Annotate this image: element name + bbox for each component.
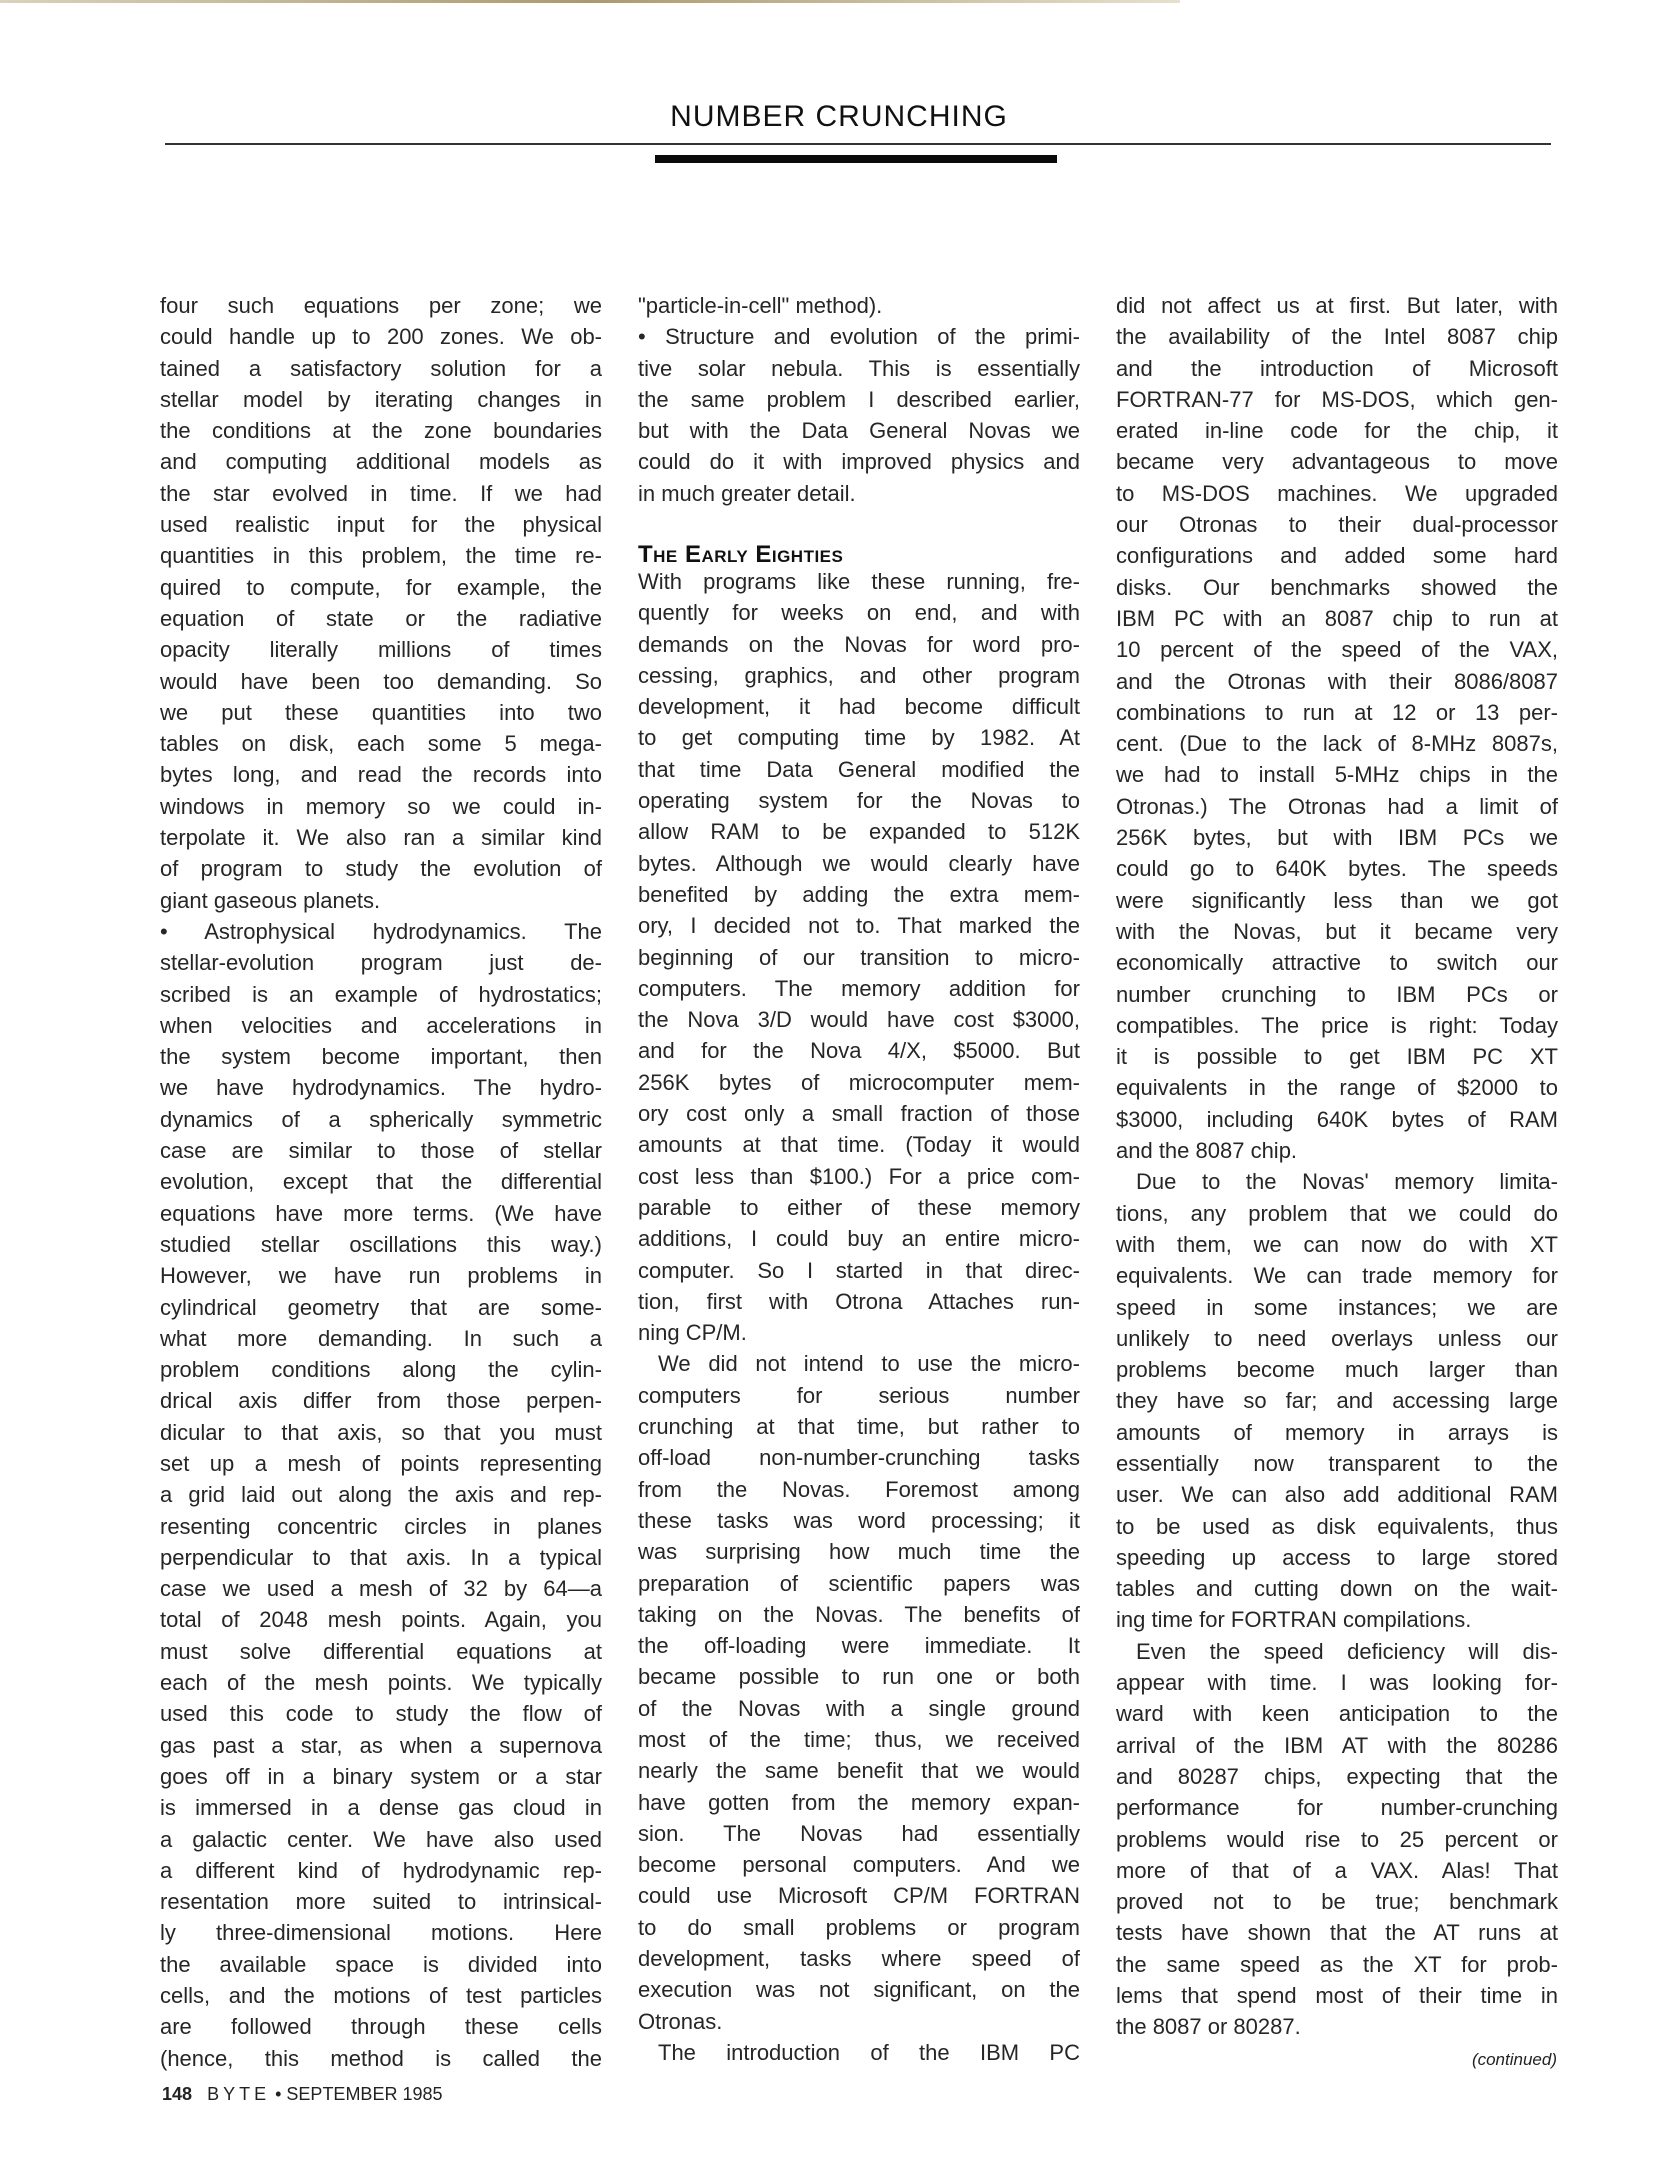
text-line: stellar-evolution program just de- <box>160 950 602 976</box>
text-line: we had to install 5-MHz chips in the <box>1116 762 1558 788</box>
text-line: amounts of memory in arrays is <box>1116 1419 1558 1445</box>
text-line: problem conditions along the cylin- <box>160 1357 602 1383</box>
text-line: and computing additional models as <box>160 449 602 475</box>
text-line: could handle up to 200 zones. We ob- <box>160 324 602 350</box>
text-line: when velocities and accelerations in <box>160 1012 602 1038</box>
text-line: stellar model by iterating changes in <box>160 386 602 412</box>
continued-label: (continued) <box>1471 2050 1557 2069</box>
text-line: computer. So I started in that direc- <box>638 1257 1080 1283</box>
text-line: speeding up access to large stored <box>1116 1544 1558 1570</box>
text-line: essentially now transparent to the <box>1116 1450 1558 1476</box>
text-line: cost less than $100.) For a price com- <box>638 1163 1080 1189</box>
text-line: taking on the Novas. The benefits of <box>638 1601 1080 1627</box>
text-line: four such equations per zone; we <box>160 293 602 318</box>
paragraph <box>638 2037 1080 2068</box>
text-line: compatibles. The price is right: Today <box>1116 1012 1558 1038</box>
column-3 <box>1116 290 1558 2043</box>
text-line: drical axis differ from those perpen- <box>160 1388 602 1414</box>
text-line: ory, I decided not to. That marked the <box>638 913 1080 939</box>
text-line: case are similar to those of stellar <box>160 1138 602 1164</box>
text-line: additions, I could buy an entire micro- <box>638 1226 1080 1252</box>
text-line: are followed through these cells <box>160 2014 602 2040</box>
text-line: we have hydrodynamics. The hydro- <box>160 1075 602 1101</box>
text-line: the off-loading were immediate. It <box>638 1633 1080 1659</box>
text-line: erated in-line code for the chip, it <box>1116 418 1558 444</box>
text-line: number crunching to IBM PCs or <box>1116 981 1558 1007</box>
text-line: to do small problems or program <box>638 1914 1080 1940</box>
text-line: configurations and added some hard <box>1116 543 1558 569</box>
text-line: opacity literally millions of times <box>160 637 602 663</box>
text-line: ly three-dimensional motions. Here <box>160 1920 602 1946</box>
text-line: the availability of the Intel 8087 chip <box>1116 324 1558 350</box>
text-line: cessing, graphics, and other program <box>638 662 1080 688</box>
text-line: Otronas. <box>638 2008 723 2034</box>
text-line: and 80287 chips, expecting that the <box>1116 1763 1558 1789</box>
text-line: each of the mesh points. We typically <box>160 1670 602 1696</box>
text-line: tained a satisfactory solution for a <box>160 355 602 381</box>
text-line: sion. The Novas had essentially <box>638 1820 1080 1846</box>
text-line: resenting concentric circles in planes <box>160 1513 602 1539</box>
text-line: We did not intend to use the micro- <box>658 1351 1080 1377</box>
text-line: became very advantageous to move <box>1116 449 1558 475</box>
text-line: performance for number-crunching <box>1116 1795 1558 1821</box>
page-footer <box>162 2084 443 2105</box>
text-line: tests have shown that the AT runs at <box>1116 1920 1558 1946</box>
text-line: the 8087 or 80287. <box>1116 2014 1301 2040</box>
text-line: that time Data General modified the <box>638 756 1080 782</box>
text-line: • Astrophysical hydrodynamics. The <box>160 918 602 944</box>
text-line: could use Microsoft CP/M FORTRAN <box>638 1883 1080 1909</box>
text-line: used this code to study the flow of <box>160 1701 602 1727</box>
text-line: the available space is divided into <box>160 1951 602 1977</box>
paragraph <box>638 321 1080 509</box>
text-line: Even the speed deficiency will dis- <box>1136 1638 1558 1664</box>
text-line: quantities in this problem, the time re- <box>160 543 602 569</box>
text-line: Due to the Novas' memory limita- <box>1136 1169 1558 1195</box>
text-line: execution was not significant, on the <box>638 1977 1080 2003</box>
column-1-part-1 <box>160 290 602 2074</box>
text-line: preparation of scientific papers was <box>638 1570 1080 1596</box>
text-line: evolution, except that the differential <box>160 1169 602 1195</box>
text-line: scribed is an example of hydrostatics; <box>160 981 602 1007</box>
text-line: ory cost only a small fraction of those <box>638 1101 1080 1127</box>
text-line: • Structure and evolution of the primi- <box>638 324 1080 350</box>
text-line: more of that of a VAX. Alas! That <box>1116 1857 1558 1883</box>
magazine-name: BYTE <box>207 2084 271 2104</box>
text-line: used realistic input for the physical <box>160 512 602 538</box>
text-line: what more demanding. In such a <box>160 1325 602 1351</box>
text-line: operating system for the Novas to <box>638 788 1080 814</box>
text-line: computers for serious number <box>638 1382 1080 1408</box>
text-line: and the 8087 chip. <box>1116 1138 1298 1164</box>
text-line: disks. Our benchmarks showed the <box>1116 574 1558 600</box>
text-line: tables on disk, each some 5 mega- <box>160 731 602 757</box>
text-line: become personal computers. And we <box>638 1852 1080 1878</box>
header-rule <box>165 143 1551 145</box>
text-line: bytes. Although we would clearly have <box>638 850 1080 876</box>
text-line: amounts at that time. (Today it would <box>638 1132 1080 1158</box>
text-line: cent. (Due to the lack of 8-MHz 8087s, <box>1116 731 1558 757</box>
text-line: tables and cutting down on the wait- <box>1116 1576 1558 1602</box>
text-line: dynamics of a spherically symmetric <box>160 1106 602 1132</box>
paragraph <box>638 290 1080 321</box>
text-line: arrival of the IBM AT with the 80286 <box>1116 1732 1558 1758</box>
text-line: and the introduction of Microsoft <box>1116 355 1558 381</box>
text-line: computers. The memory addition for <box>638 975 1080 1001</box>
text-line: off-load non-number-crunching tasks <box>638 1445 1080 1471</box>
text-line: and the Otronas with their 8086/8087 <box>1116 668 1558 694</box>
text-line: $3000, including 640K bytes of RAM <box>1116 1106 1558 1132</box>
text-line: 256K bytes, but with IBM PCs we <box>1116 825 1558 851</box>
text-line: problems would rise to 25 percent or <box>1116 1826 1558 1852</box>
text-line: to MS-DOS machines. We upgraded <box>1116 480 1558 506</box>
text-line: windows in memory so we could in- <box>160 793 602 819</box>
text-line: bytes long, and read the records into <box>160 762 602 788</box>
text-line: problems become much larger than <box>1116 1357 1558 1383</box>
footer-separator: • <box>275 2084 282 2104</box>
text-line: tion, first with Otrona Attaches run- <box>638 1288 1080 1314</box>
text-line: would have been too demanding. So <box>160 668 602 694</box>
text-line: ing time for FORTRAN compilations. <box>1116 1607 1472 1633</box>
text-line: and for the Nova 4/X, $5000. But <box>638 1038 1080 1064</box>
text-line: parable to either of these memory <box>638 1194 1080 1220</box>
text-line: quired to compute, for example, the <box>160 574 602 600</box>
text-line: crunching at that time, but rather to <box>638 1414 1080 1440</box>
text-line: the conditions at the zone boundaries <box>160 418 602 444</box>
text-line: equation of state or the radiative <box>160 605 602 631</box>
text-line: economically attractive to switch our <box>1116 950 1558 976</box>
text-line: the same speed as the XT for prob- <box>1116 1951 1558 1977</box>
text-line: case we used a mesh of 32 by 64—a <box>160 1576 602 1602</box>
text-line: development, tasks where speed of <box>638 1946 1080 1972</box>
text-line: from the Novas. Foremost among <box>638 1476 1080 1502</box>
text-line: combinations to run at 12 or 13 per- <box>1116 699 1558 725</box>
page-number: 148 <box>162 2084 193 2104</box>
page-top-edge <box>0 0 1180 3</box>
text-line: is immersed in a dense gas cloud in <box>160 1795 602 1821</box>
paragraph <box>1116 290 1558 1166</box>
text-line: cells, and the motions of test particles <box>160 1983 602 2009</box>
text-line: dicular to that axis, so that you must <box>160 1419 602 1445</box>
text-line: (hence, this method is called the <box>160 2045 602 2071</box>
text-line: benefited by adding the extra mem- <box>638 881 1080 907</box>
column-2-part-1 <box>638 290 1080 509</box>
text-line: development, it had become difficult <box>638 694 1080 720</box>
text-line: ning CP/M. <box>638 1320 747 1346</box>
text-line: proved not to be true; benchmark <box>1116 1889 1558 1915</box>
issue-date: SEPTEMBER 1985 <box>286 2084 443 2104</box>
text-line: user. We can also add additional RAM <box>1116 1482 1558 1508</box>
text-line: the system become important, then <box>160 1044 602 1070</box>
text-line: allow RAM to be expanded to 512K <box>638 819 1080 845</box>
text-line: unlikely to need overlays unless our <box>1116 1325 1558 1351</box>
text-line: with them, we can now do with XT <box>1116 1231 1558 1257</box>
text-line: goes off in a binary system or a star <box>160 1763 602 1789</box>
text-line: a galactic center. We have also used <box>160 1826 602 1852</box>
text-line: cylindrical geometry that are some- <box>160 1294 602 1320</box>
text-line: the same problem I described earlier, <box>638 386 1080 412</box>
paragraph <box>638 1348 1080 2037</box>
text-line: The introduction of the IBM PC <box>658 2039 1080 2065</box>
text-line: in much greater detail. <box>638 480 856 506</box>
text-line: nearly the same benefit that we would <box>638 1758 1080 1784</box>
text-line: tions, any problem that we could do <box>1116 1200 1558 1226</box>
column-2-part-2 <box>638 566 1080 2068</box>
text-line: did not affect us at first. But later, with <box>1116 293 1558 318</box>
text-line: quently for weeks on end, and with <box>638 600 1080 626</box>
text-line: they have so far; and accessing large <box>1116 1388 1558 1414</box>
text-line: 256K bytes of microcomputer mem- <box>638 1069 1080 1095</box>
paragraph <box>638 566 1080 1348</box>
text-line: could go to 640K bytes. The speeds <box>1116 856 1558 882</box>
text-line: perpendicular to that axis. In a typical <box>160 1544 602 1570</box>
text-line: have gotten from the memory expan- <box>638 1789 1080 1815</box>
text-line: of the Novas with a single ground <box>638 1695 1080 1721</box>
text-line: "particle-in-cell" method). <box>638 293 883 318</box>
text-line: demands on the Novas for word pro- <box>638 631 1080 657</box>
text-line: to be used as disk equivalents, thus <box>1116 1513 1558 1539</box>
paragraph <box>160 290 602 916</box>
text-line: gas past a star, as when a supernova <box>160 1732 602 1758</box>
text-line: IBM PC with an 8087 chip to run at <box>1116 605 1558 631</box>
header-bar <box>655 155 1057 163</box>
text-line: studied stellar oscillations this way.) <box>160 1231 602 1257</box>
text-line: lems that spend most of their time in <box>1116 1983 1558 2009</box>
text-line: it is possible to get IBM PC XT <box>1116 1044 1558 1070</box>
text-line: of program to study the evolution of <box>160 856 602 882</box>
text-line: ward with keen anticipation to the <box>1116 1701 1558 1727</box>
section-heading: The Early Eighties <box>638 541 844 568</box>
text-line: a grid laid out along the axis and rep- <box>160 1482 602 1508</box>
text-line: 10 percent of the speed of the VAX, <box>1116 637 1558 663</box>
text-line: giant gaseous planets. <box>160 887 381 913</box>
text-line: with the Novas, but it became very <box>1116 918 1558 944</box>
text-line: equivalents. We can trade memory for <box>1116 1263 1558 1289</box>
text-line: were significantly less than we got <box>1116 887 1558 913</box>
text-line: However, we have run problems in <box>160 1263 602 1289</box>
text-line: equations have more terms. (We have <box>160 1200 602 1226</box>
text-line: appear with time. I was looking for- <box>1116 1670 1558 1696</box>
text-line: tive solar nebula. This is essentially <box>638 355 1080 381</box>
text-line: the star evolved in time. If we had <box>160 480 602 506</box>
text-line: became possible to run one or both <box>638 1664 1080 1690</box>
paragraph <box>1116 1166 1558 1635</box>
text-line: FORTRAN-77 for MS-DOS, which gen- <box>1116 386 1558 412</box>
text-line: set up a mesh of points representing <box>160 1450 602 1476</box>
paragraph <box>160 916 602 2074</box>
text-line: our Otronas to their dual-processor <box>1116 512 1558 538</box>
text-line: resentation more suited to intrinsical- <box>160 1889 602 1915</box>
text-line: beginning of our transition to micro- <box>638 944 1080 970</box>
text-line: most of the time; thus, we received <box>638 1726 1080 1752</box>
text-line: equivalents in the range of $2000 to <box>1116 1075 1558 1101</box>
text-line: was surprising how much time the <box>638 1539 1080 1565</box>
text-line: total of 2048 mesh points. Again, you <box>160 1607 602 1633</box>
text-line: a different kind of hydrodynamic rep- <box>160 1857 602 1883</box>
text-line: terpolate it. We also ran a similar kind <box>160 825 602 851</box>
text-line: these tasks was word processing; it <box>638 1507 1080 1533</box>
text-line: With programs like these running, fre- <box>638 569 1080 594</box>
text-line: the Nova 3/D would have cost $3000, <box>638 1007 1080 1033</box>
text-line: Otronas.) The Otronas had a limit of <box>1116 793 1558 819</box>
text-line: to get computing time by 1982. At <box>638 725 1080 751</box>
running-header: NUMBER CRUNCHING <box>670 100 1008 133</box>
text-line: we put these quantities into two <box>160 699 602 725</box>
text-line: speed in some instances; we are <box>1116 1294 1558 1320</box>
text-line: could do it with improved physics and <box>638 449 1080 475</box>
paragraph <box>1116 1636 1558 2043</box>
text-line: must solve differential equations at <box>160 1638 602 1664</box>
text-line: but with the Data General Novas we <box>638 418 1080 444</box>
